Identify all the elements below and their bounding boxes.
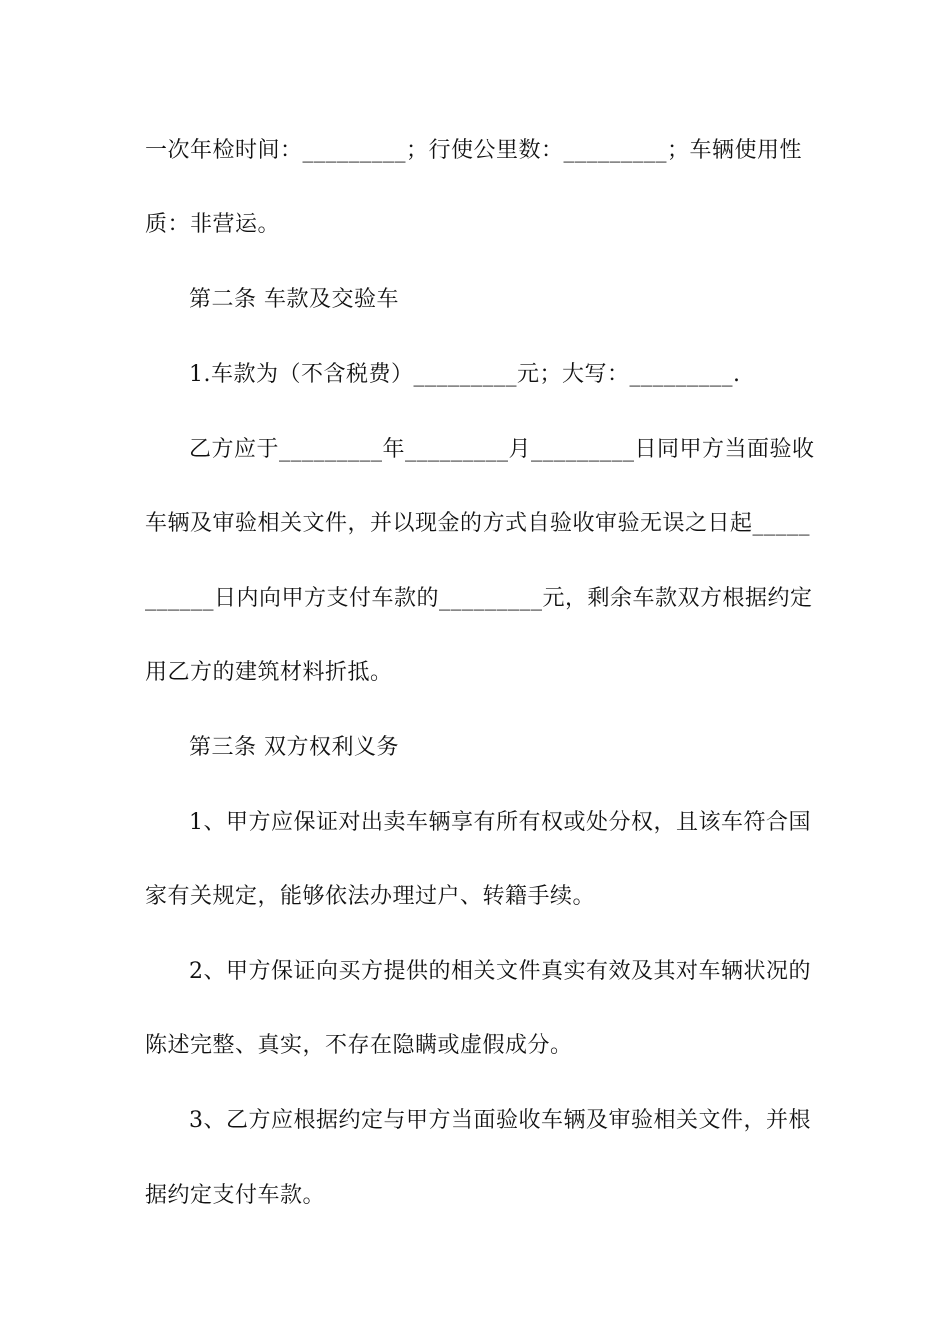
text-line: 家有关规定，能够依法办理过户、转籍手续。	[145, 884, 596, 909]
section-heading: 第三条 双方权利义务	[189, 735, 399, 760]
text-line: 3、乙方应根据约定与甲方当面验收车辆及审验相关文件，并根	[189, 1108, 811, 1133]
text-line: ______日内向甲方支付车款的_________元，剩余车款双方根据约定	[145, 586, 813, 611]
text-line: 一次年检时间：_________；行使公里数：_________；车辆使用性	[145, 138, 803, 163]
text-line: 陈述完整、真实，不存在隐瞒或虚假成分。	[145, 1033, 573, 1058]
text-line: 质：非营运。	[145, 212, 281, 237]
text-line: 1、甲方应保证对出卖车辆享有所有权或处分权，且该车符合国	[189, 810, 811, 835]
text-line: 乙方应于_________年_________月_________日同甲方当面验收	[189, 437, 815, 462]
text-line: 用乙方的建筑材料折抵。	[145, 660, 393, 685]
text-line: 1.车款为（不含税费）_________元；大写：_________.	[189, 362, 741, 387]
text-line: 车辆及审验相关文件，并以现金的方式自验收审验无误之日起_____	[145, 511, 811, 536]
text-line: 据约定支付车款。	[145, 1183, 326, 1208]
section-heading: 第二条 车款及交验车	[189, 287, 399, 312]
text-line: 2、甲方保证向买方提供的相关文件真实有效及其对车辆状况的	[189, 959, 811, 984]
